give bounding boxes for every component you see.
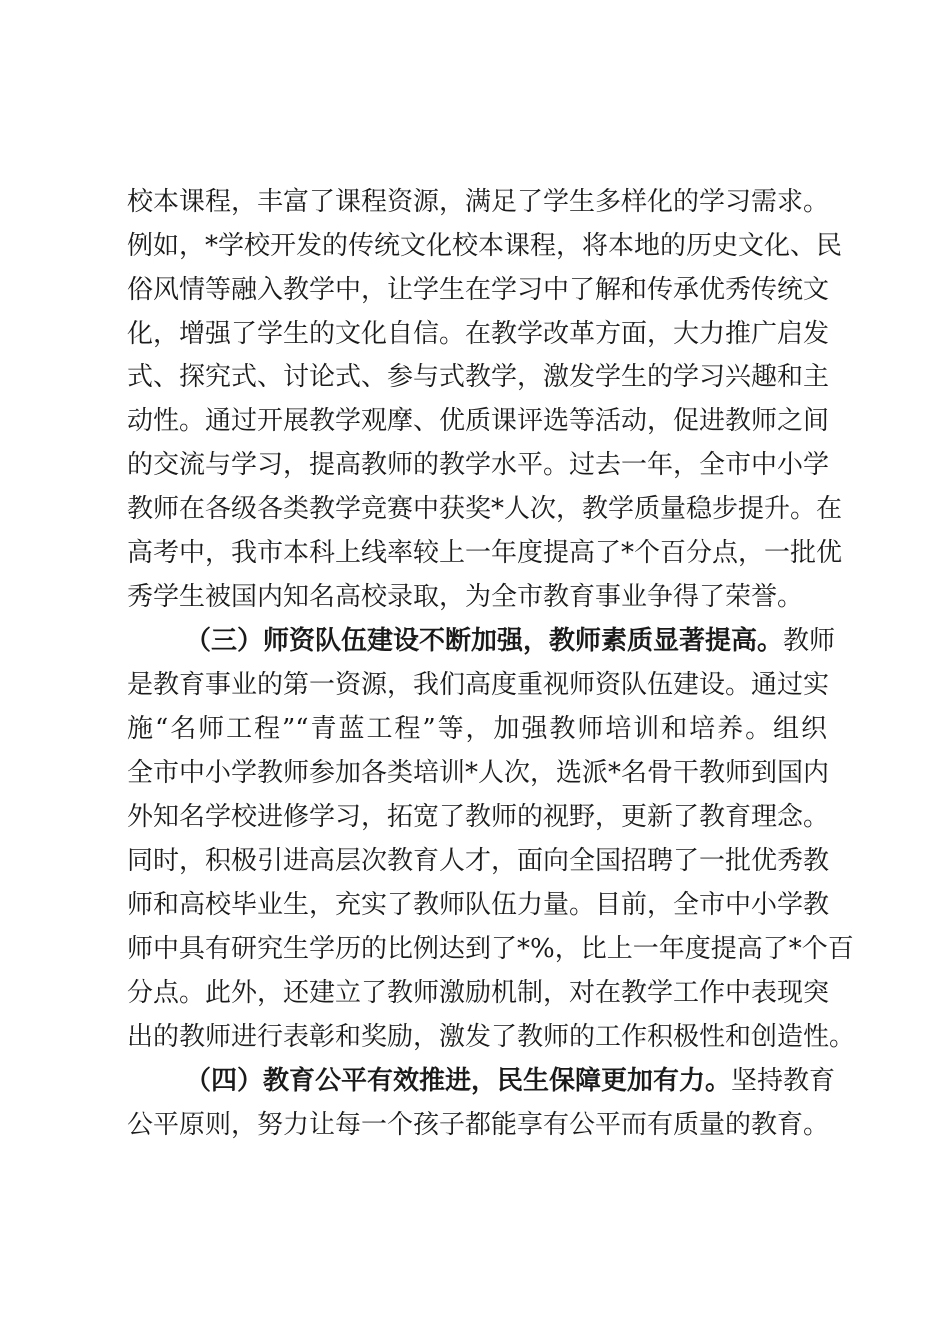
paragraph-line: 公平原则，努力让每一个孩子都能享有公平而有质量的教育。 [127,1110,830,1140]
paragraph-line: 是教育事业的第一资源，我们高度重视师资队伍建设。通过实 [127,670,830,700]
paragraph-line: 秀学生被国内知名高校录取，为全市教育事业争得了荣誉。 [127,582,804,612]
section-heading-3-title: （三）师资队伍建设不断加强，教师素质显著提高。 [185,626,784,656]
paragraph-line: 的交流与学习，提高教师的教学水平。过去一年，全市中小学 [127,450,830,480]
section-heading-4 [185,1061,836,1101]
paragraph-line: 化，增强了学生的文化自信。在教学改革方面，大力推广启发 [127,319,830,349]
section-heading-3-rest: 教师 [783,626,836,656]
section-heading-4-rest: 坚持教育 [731,1066,836,1096]
paragraph-line: 校本课程，丰富了课程资源，满足了学生多样化的学习需求。 [127,187,830,217]
section-heading-4-title: （四）教育公平有效推进，民生保障更加有力。 [185,1066,732,1096]
section-heading-3 [185,621,836,661]
paragraph-line: 施“名师工程”“青蓝工程”等，加强教师培训和培养。组织 [127,714,827,744]
paragraph-line: 师中具有研究生学历的比例达到了*%，比上一年度提高了*个百 [127,934,854,964]
paragraph-line: 出的教师进行表彰和奖励，激发了教师的工作积极性和创造性。 [127,1022,856,1052]
paragraph-line: 动性。通过开展教学观摩、优质课评选等活动，促进教师之间 [127,406,830,436]
paragraph-line: 全市中小学教师参加各类培训*人次，选派*名骨干教师到国内 [127,758,830,788]
paragraph-line: 教师在各级各类教学竞赛中获奖*人次，教学质量稳步提升。在 [127,494,843,524]
paragraph-line: 同时，积极引进高层次教育人才，面向全国招聘了一批优秀教 [127,846,830,876]
paragraph-line: 俗风情等融入教学中，让学生在学习中了解和传承优秀传统文 [127,275,830,305]
paragraph-line: 高考中，我市本科上线率较上一年度提高了*个百分点，一批优 [127,538,843,568]
paragraph-line: 师和高校毕业生，充实了教师队伍力量。目前，全市中小学教 [127,890,830,920]
paragraph-line: 式、探究式、讨论式、参与式教学，激发学生的学习兴趣和主 [127,362,830,392]
paragraph-line: 外知名学校进修学习，拓宽了教师的视野，更新了教育理念。 [127,802,830,832]
paragraph-line: 分点。此外，还建立了教师激励机制，对在教学工作中表现突 [127,978,830,1008]
paragraph-line: 例如，*学校开发的传统文化校本课程，将本地的历史文化、民 [127,231,843,261]
